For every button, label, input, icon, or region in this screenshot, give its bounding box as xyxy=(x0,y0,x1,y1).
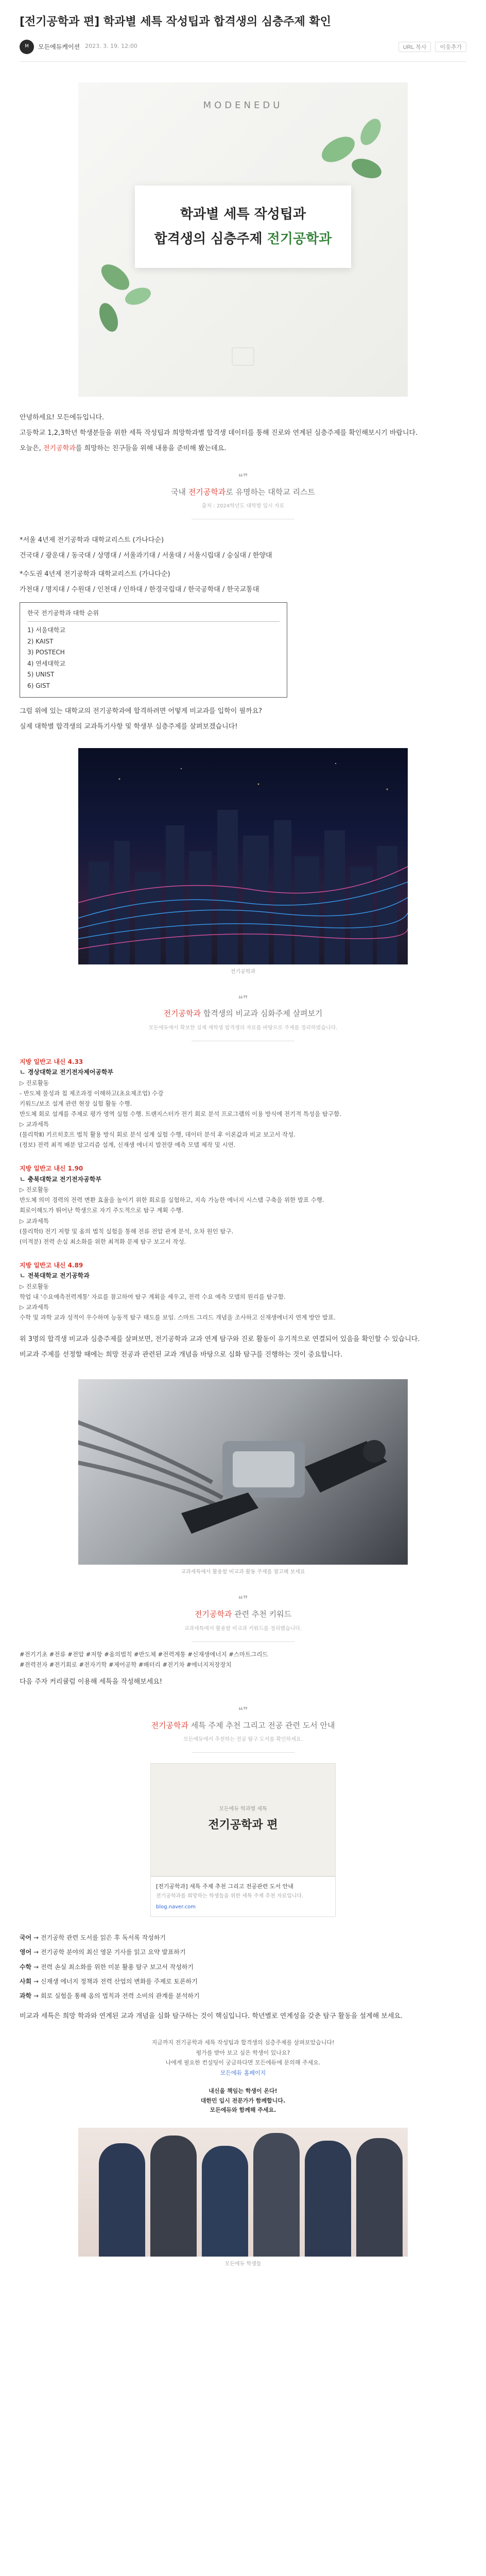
hero-title-card xyxy=(135,185,351,268)
robot-arm-image xyxy=(78,1379,408,1565)
seoul-list-label: *서울 4년제 전기공학과 대학교리스트 (가나다순) xyxy=(20,536,164,545)
section1-title xyxy=(20,486,466,499)
meta-actions xyxy=(398,42,466,52)
subject-topic: 영어 → 전기공학 분야의 최신 영문 기사를 읽고 요약 발표하기 xyxy=(20,1948,186,1956)
intro-topic-highlight: 전기공학과 xyxy=(43,444,76,452)
students-caption: 모든에듀 학생들 xyxy=(224,2261,262,2267)
subject-name: 국어 xyxy=(20,1934,32,1941)
intro-greeting: 안녕하세요! 모든에듀입니다. xyxy=(20,413,105,421)
intro-topic xyxy=(20,443,466,454)
intro-description: 고등학교 1,2,3학년 학생분들을 위한 세특 작성팁과 희망학과별 합격생 데이터를 통해 진로와 연계된 심층주제를 확인해보시기 바랍니다. xyxy=(20,429,418,437)
leaf-decoration xyxy=(96,300,121,334)
cta-line: 나에게 필요한 컨설팅이 궁금하다면 모든에듀에 문의해 주세요. xyxy=(165,2059,321,2066)
slogan-line: 대한민 입시 전문가가 함께합니다. xyxy=(200,2097,286,2104)
hero-title-line2 xyxy=(154,228,332,250)
subject-topic-text: 전기공학 관련 도서를 읽은 후 독서록 작성하기 xyxy=(40,1934,166,1941)
section4-title xyxy=(20,1719,466,1733)
copy-url-button[interactable]: URL 복사 xyxy=(398,42,431,52)
student-figure xyxy=(99,2143,145,2257)
slogan-line: 모든에듀와 함께해 주세요. xyxy=(210,2107,276,2114)
activity-line: (물리학Ⅰ) 전기 저항 및 옴의 법칙 실험을 통해 전류 전압 관계 분석, 오차 원인 탐구. xyxy=(20,1227,234,1235)
robot-image-caption: 교과세특에서 활용할 비교과 활동 주제를 참고해 보세요 xyxy=(181,1569,305,1575)
tag-line: #전력전자 #전기회로 #전자기학 #제어공학 #배터리 #전기차 #에너지저장장치 xyxy=(20,1661,232,1669)
student-figure xyxy=(150,2136,197,2257)
subject-name: 사회 xyxy=(20,1977,32,1985)
tag-line: #전기기초 #전류 #전압 #저항 #옴의법칙 #반도체 #전력계통 #신재생에너지 #스마트그리드 xyxy=(20,1650,268,1658)
section4-title-highlight: 전기공학과 xyxy=(151,1720,188,1730)
section2-title xyxy=(20,1007,466,1021)
author-avatar[interactable]: M xyxy=(20,40,34,54)
grade-label: 지방 일반고 내신 4.33 xyxy=(20,1058,83,1065)
section2-subtitle: 모든에듀에서 확보한 실제 재학생 합격생의 자료를 바탕으로 주제를 정리하였습니다. xyxy=(148,1025,338,1031)
subject-name: 수학 xyxy=(20,1963,32,1971)
hero-image xyxy=(78,82,408,397)
slogan-line: 내신을 책임는 학생이 온다! xyxy=(209,2088,277,2095)
section2-title-suffix: 합격생의 비교과 심화주제 살펴보기 xyxy=(201,1009,323,1019)
activity-line: 회로이해도가 뛰어난 학생으로 자기 주도적으로 탐구 계획 수행. xyxy=(20,1207,184,1214)
link-url[interactable]: blog.naver.com xyxy=(156,1904,196,1910)
students-photo xyxy=(78,2128,408,2257)
quote-icon: ❝❞ xyxy=(238,1705,248,1716)
divider xyxy=(192,1641,294,1642)
quote-icon: ❝❞ xyxy=(238,993,248,1005)
book-title: 전기공학과 편 xyxy=(208,1818,278,1832)
university-list-section xyxy=(20,535,466,733)
university-name: ㄴ 전북대학교 전기공학과 xyxy=(20,1272,90,1280)
subject-topic: 수학 → 전력 손실 최소화를 위한 미분 활용 탐구 보고서 작성하기 xyxy=(20,1963,194,1971)
ranking-item: 5) UNIST xyxy=(27,671,55,679)
student-figure xyxy=(305,2141,351,2257)
closing-paragraph-2: 비교과 주제를 선정할 때에는 희망 전공과 관련된 교과 개념을 바탕으로 심화 탐구를 진행하는 것이 중요합니다. xyxy=(20,1351,343,1359)
grade-label: 지방 일반고 내신 4.89 xyxy=(20,1261,83,1269)
intro-topic-suffix: 를 희망하는 친구들을 위해 내용을 준비해 봤는데요. xyxy=(75,444,227,452)
regional-list-label: *수도권 4년제 전기공학과 대학교리스트 (가나다순) xyxy=(20,570,170,579)
section1-subtitle: 출처 : 2024학년도 대학별 입시 자료 xyxy=(201,503,285,510)
book-link-card[interactable] xyxy=(150,1763,336,1917)
activity-line: 반도체 회로 설계를 주제로 평가 영역 실험 수행. 트랜지스터가 전기 회로 분석 프로그램의 이용 방식에 전기적 특성을 탐구함. xyxy=(20,1110,341,1117)
leaf-decoration xyxy=(349,155,384,182)
summary-text: 비교과 세특은 희망 학과와 연계된 교과 개념을 심화 탐구하는 것이 핵심입니다. 학년별로 연계성을 갖춘 탐구 활동을 설계해 보세요. xyxy=(20,2012,403,2020)
activity-line: (미적분) 전력 손실 최소화를 위한 최적화 문제 탐구 보고서 작성. xyxy=(20,1238,186,1245)
regional-list: 가천대 / 명지대 / 수원대 / 인천대 / 인하대 / 한경국립대 / 한국공학대 / 한국교통대 xyxy=(20,586,259,594)
cta-slogan xyxy=(20,2087,466,2115)
activity-line: ▷ 진로활동 xyxy=(20,1079,49,1087)
intro-topic-prefix: 오늘은, xyxy=(20,444,43,452)
section1-title-highlight: 전기공학과 xyxy=(188,487,226,497)
hero-brand: MODENEDU xyxy=(203,99,283,111)
activity-line: 키워드/보조 설계 관련 현장 실험 활동 수행. xyxy=(20,1099,132,1107)
grade-label: 지방 일반고 내신 1.90 xyxy=(20,1165,83,1173)
book-cover[interactable] xyxy=(150,1763,336,1876)
hero-title-line1: 학과별 세특 작성팁과 xyxy=(180,206,306,222)
section4-subtitle: 모든에듀에서 추천하는 전공 탐구 도서를 확인하세요. xyxy=(183,1737,303,1743)
quote-icon: ❝❞ xyxy=(238,1594,248,1605)
book-link-preview[interactable] xyxy=(150,1876,336,1917)
ranking-item: 4) 연세대학교 xyxy=(27,659,66,667)
robot-graphic xyxy=(78,1379,408,1565)
subject-topics-section xyxy=(20,1933,466,2022)
section1-title-suffix: 로 유명하는 대학교 리스트 xyxy=(225,487,315,497)
post-header xyxy=(20,0,466,62)
cta-line: 평가를 받아 보고 싶은 학생이 있나요? xyxy=(196,2049,290,2056)
activity-line: ▷ 교과세특 xyxy=(20,1121,49,1128)
subject-topic: 과학 → 회로 실험을 통해 옴의 법칙과 전력 소비의 관계를 분석하기 xyxy=(20,1992,200,2000)
quote-icon: ❝❞ xyxy=(238,472,248,483)
section3-title-suffix: 관련 추천 키워드 xyxy=(232,1609,292,1619)
city-night-image xyxy=(78,748,408,964)
subject-topic-text: 회로 실험을 통해 옴의 법칙과 전력 소비의 관계를 분석하기 xyxy=(40,1992,200,2000)
university-name: ㄴ 충북대학교 전기전자공학부 xyxy=(20,1175,102,1183)
section3-title xyxy=(20,1608,466,1621)
subject-topic-text: 전력 손실 최소화를 위한 미분 활용 탐구 보고서 작성하기 xyxy=(40,1963,194,1971)
call-to-action xyxy=(20,2038,466,2078)
university-name: ㄴ 경상대학교 전기전자제어공학부 xyxy=(20,1069,114,1076)
ranking-box xyxy=(20,602,287,698)
logo-icon xyxy=(232,347,254,366)
hero-title-accent: 전기공학과 xyxy=(267,231,332,247)
student-figure xyxy=(253,2133,300,2257)
city-image-caption: 전기공학과 xyxy=(230,969,256,975)
activity-line: ▷ 교과세특 xyxy=(20,1217,49,1225)
subject-name: 과학 xyxy=(20,1992,32,2000)
link-title[interactable]: [전기공학과] 세특 주제 추천 그리고 전공관련 도서 안내 xyxy=(156,1883,293,1890)
activity-line: (정보) 전력 최적 배분 알고리즘 설계, 신재생 에너지 발전량 예측 모델 제작 및 시연. xyxy=(20,1141,236,1149)
link-description: 전기공학과를 희망하는 학생들을 위한 세특 주제 추천 자료입니다. xyxy=(156,1893,304,1899)
section3-title-highlight: 전기공학과 xyxy=(194,1609,232,1619)
city-skyline-graphic xyxy=(78,748,408,964)
subject-topic-text: 전기공학 분야의 최신 영문 기사를 읽고 요약 발표하기 xyxy=(40,1948,186,1956)
book-series: 모든에듀 학과별 세특 xyxy=(219,1806,267,1812)
section4-title-suffix: 세특 주제 추천 그리고 전공 관련 도서 안내 xyxy=(188,1720,335,1730)
seoul-list: 건국대 / 광운대 / 동국대 / 상명대 / 서울과기대 / 서울대 / 서울시립대 / 숭실대 / 한양대 xyxy=(20,552,272,560)
post-title: [전기공학과 편] 학과별 세특 작성팁과 합격생의 심층주제 확인 xyxy=(20,15,332,28)
ranking-title: 한국 전기공학과 대학 순위 xyxy=(27,608,280,622)
university-block xyxy=(20,1260,466,1323)
activity-line: ▷ 교과세특 xyxy=(20,1303,49,1311)
ranking-followup-2: 실제 대학별 합격생의 교과특기사항 및 학생부 심층주제를 살펴보겠습니다! xyxy=(20,722,238,731)
subject-topic-text: 신재생 에너지 정책과 전력 산업의 변화를 주제로 토론하기 xyxy=(40,1977,198,1985)
cta-line: 지금까지 전기공학과 세특 작성팁과 합격생의 심층주제를 살펴보았습니다! xyxy=(151,2039,335,2046)
student-figure xyxy=(356,2138,403,2257)
ranking-followup-1: 그럼 위에 있는 대학교의 전기공학과에 합격하려면 어떻게 비교과를 입학이 필까요? xyxy=(20,707,263,715)
activity-line: (물리학Ⅱ) 키르히호프 법칙 활용 방식 회로 분석 설계 실험 수행, 데이터 분석 후 이론값과 비교 보고서 작성. xyxy=(20,1131,296,1139)
activity-line: ▷ 진로활동 xyxy=(20,1282,49,1290)
section2-title-highlight: 전기공학과 xyxy=(163,1009,201,1019)
activity-line: 반도체 의미 경력의 전력 변환 효율을 높이기 위한 회로를 실험하고, 지속 가능한 에너지 시스템 구축을 위한 발표 수행. xyxy=(20,1196,324,1204)
homepage-link[interactable]: 모든에듀 홈페이지 xyxy=(220,2070,266,2077)
activity-line: ▷ 진로활동 xyxy=(20,1186,49,1194)
section3-subtitle: 교과세특에서 활용할 비교과 키워드를 정리했습니다. xyxy=(184,1625,302,1632)
ranking-item: 3) POSTECH xyxy=(27,649,65,656)
university-block xyxy=(20,1057,466,1150)
ranking-item: 2) KAIST xyxy=(27,637,54,645)
advice-text: 다음 주자 커리큘럼 이용해 세특을 작성해보세요! xyxy=(20,1677,163,1686)
activity-line: 수학 및 과학 교과 성적이 우수하며 능동적 탐구 태도를 보임. 스마트 그리드 개념을 조사하고 신재생에너지 연계 방안 발표. xyxy=(20,1314,336,1321)
keyword-tags xyxy=(20,1649,466,1670)
author-name[interactable]: 모든에듀케이션 xyxy=(38,43,80,50)
ranking-item: 6) GIST xyxy=(27,682,50,689)
ranking-item: 1) 서울대학교 xyxy=(27,626,66,634)
subject-topic: 사회 → 신재생 에너지 정책과 전력 산업의 변화를 주제로 토론하기 xyxy=(20,1977,198,1985)
divider xyxy=(192,1752,294,1753)
activity-line: - 반도체 물성과 칩 제조과정 이해하고(초요제조업) 수강 xyxy=(20,1089,164,1097)
student-figure xyxy=(202,2146,248,2257)
closing-paragraph-1: 위 3명의 합격생 비교과 심층주제를 살펴보면, 전기공학과 교과 연계 탐구와 진로 활동이 유기적으로 연결되어 있음을 확인할 수 있습니다. xyxy=(20,1335,420,1344)
subject-name: 영어 xyxy=(20,1948,32,1956)
section1-title-prefix: 국내 xyxy=(171,487,188,497)
add-neighbor-button[interactable]: 이웃추가 xyxy=(435,42,466,52)
university-block xyxy=(20,1163,466,1247)
subject-topic: 국어 → 전기공학 관련 도서를 읽은 후 독서록 작성하기 xyxy=(20,1934,166,1941)
post-meta xyxy=(20,40,466,62)
leaf-decoration xyxy=(356,115,385,148)
intro-section xyxy=(20,412,466,454)
activity-line: 학업 내 '수요예측전력계통' 자료를 참고하여 탐구 계획을 세우고, 전력 수요 예측 모델의 원리를 탐구함. xyxy=(20,1293,286,1300)
post-date: 2023. 3. 19. 12:00 xyxy=(85,43,137,50)
leaf-decoration xyxy=(97,259,134,295)
hero-title-prefix: 합격생의 심층주제 xyxy=(154,231,267,247)
accepted-students-section xyxy=(20,1057,466,1361)
